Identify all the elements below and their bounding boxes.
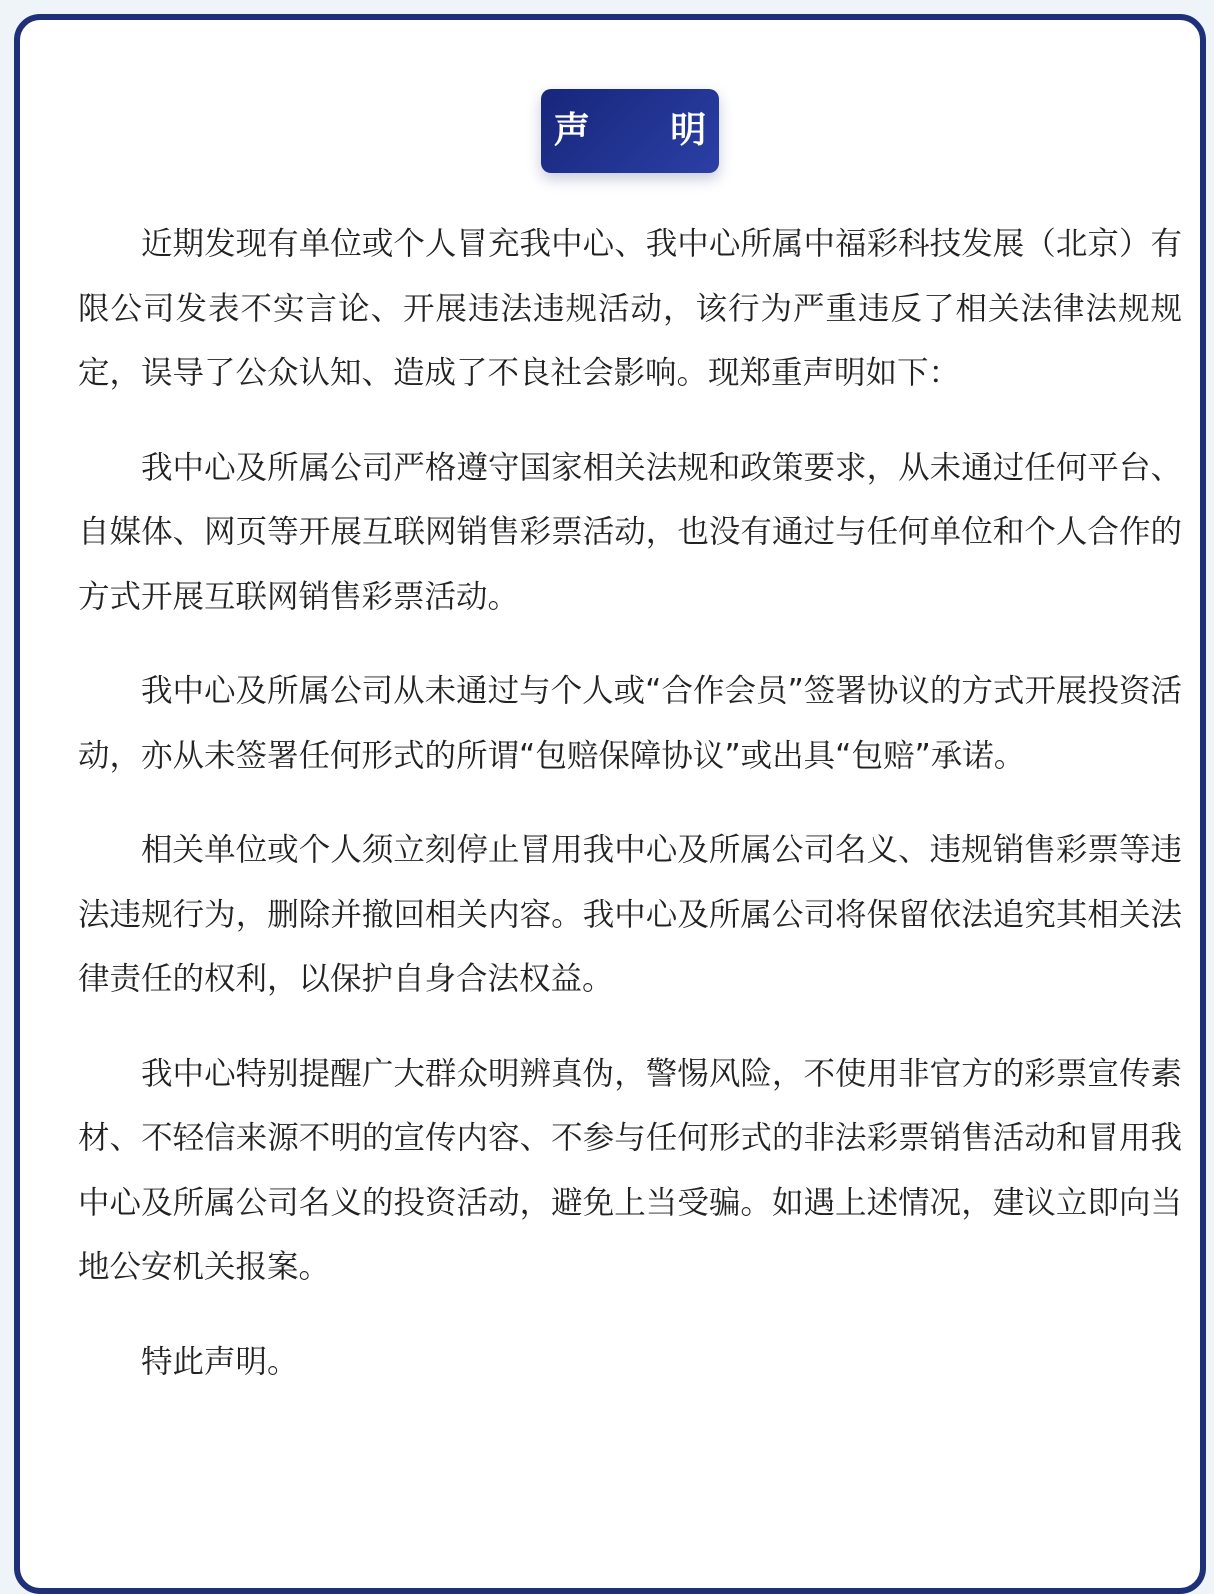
paragraph-public-reminder: 我中心特别提醒广大群众明辨真伪，警惕风险，不使用非官方的彩票宣传素材、不轻信来源不明的宣传内容、不参与任何形式的非法彩票销售活动和冒用我中心及所属公司名义的投资活动，避免上当受骗。如遇上述情况，建议立即向当地公安机关报案。: [78, 1055, 1182, 1285]
notice-frame: [14, 14, 1206, 1594]
title-badge: [541, 89, 741, 173]
notice-body: [78, 212, 1182, 1424]
page-title: 声 明: [553, 110, 741, 151]
paragraph-closing: 特此声明。: [141, 1343, 299, 1380]
paragraph-cease-demand: 相关单位或个人须立刻停止冒用我中心及所属公司名义、违规销售彩票等违法违规行为，删除并撤回相关内容。我中心及所属公司将保留依法追究其相关法律责任的权利，以保护自身合法权益。: [78, 832, 1182, 997]
paragraph-intro: 近期发现有单位或个人冒充我中心、我中心所属中福彩科技发展（北京）有限公司发表不实言论、开展违法违规活动，该行为严重违反了相关法律法规规定，误导了公众认知、造成了不良社会影响。现郑重声明如下：: [78, 226, 1182, 391]
paragraph-internet-sales: 我中心及所属公司严格遵守国家相关法规和政策要求，从未通过任何平台、自媒体、网页等开展互联网销售彩票活动，也没有通过与任何单位和个人合作的方式开展互联网销售彩票活动。: [78, 449, 1182, 615]
paragraph-investment: 我中心及所属公司从未通过与个人或“合作会员”签署协议的方式开展投资活动，亦从未签署任何形式的所谓“包赔保障协议”或出具“包赔”承诺。: [78, 673, 1182, 774]
